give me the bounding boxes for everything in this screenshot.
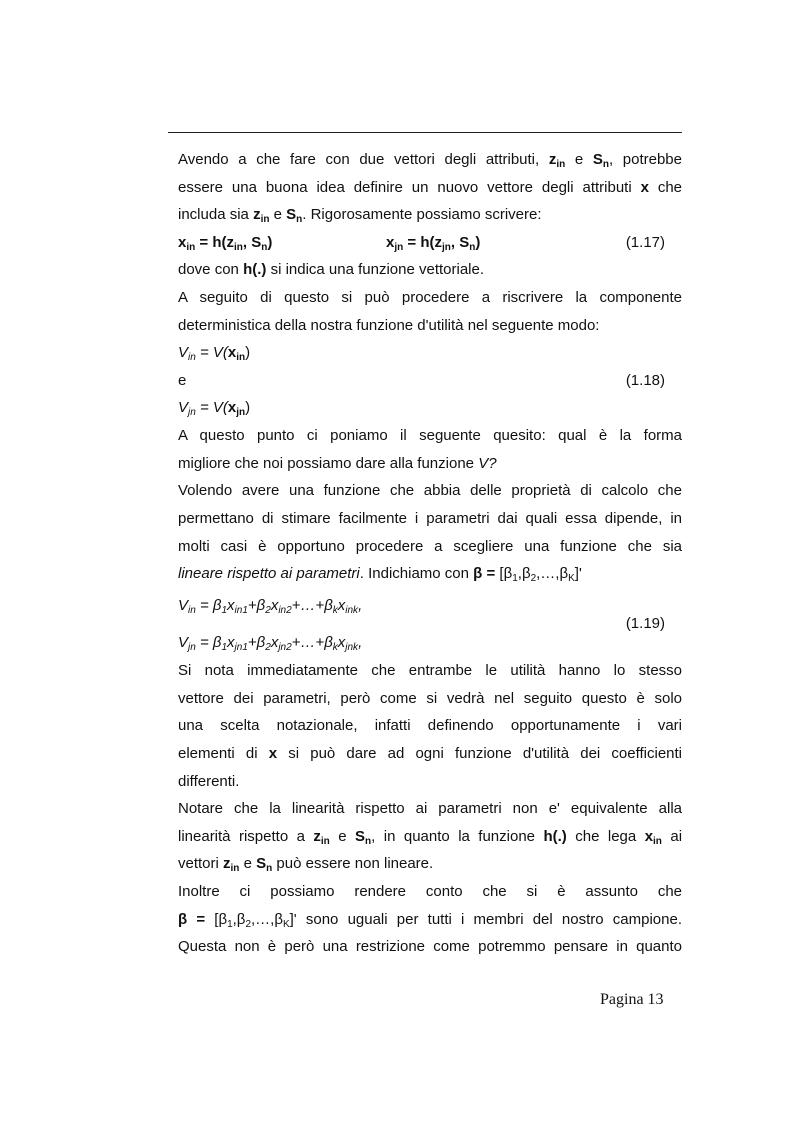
text-line: una scelta notazionale, infatti definendo opportunamente i vari — [178, 717, 682, 734]
equation-number: (1.18) — [625, 372, 665, 389]
text-line: Si nota immediatamente che entrambe le utilità hanno lo stesso — [178, 662, 682, 679]
equation-1-17: $x_{in} = h(z_{in}$, $S_n$) $x_{jn} = h(z_{jn}$, $S_n$) (1.17) — [178, 234, 665, 253]
text-line: Inoltre ci possiamo rendere conto che si è assunto che — [178, 883, 682, 900]
equation-vjn-linear: $V_{jn}$ = $\beta_1x_{jn1}+\beta_2x_{jn2}+\dots+\beta_kx_{jnk}$, — [178, 634, 363, 653]
text-line: vettore dei parametri, però come si vedrà nel seguito questo è solo — [178, 690, 682, 707]
equation-vjn: $V_{jn} = V(x_{jn})$ — [178, 399, 251, 418]
text-line: migliore che noi possiamo dare alla funzione V? — [178, 455, 497, 472]
text-line: Questa non è però una restrizione come potremmo pensare in quanto — [178, 938, 682, 955]
text-line: deterministica della nostra funzione d'utilità nel seguente modo: — [178, 317, 600, 334]
text-line: lineare rispetto ai parametri. Indichiamo con $\beta = [\beta_1,\beta_2,\dots,\beta_K]'$ — [178, 565, 582, 584]
text-line: differenti. — [178, 773, 240, 790]
text-line: permettano di stimare facilmente i parametri dai quali essa dipende, in — [178, 510, 682, 527]
text-line: vettori $z_{in}$ e $S_n$ può essere non lineare. — [178, 855, 434, 874]
equation-vin: $V_{in} = V(x_{in})$ — [178, 344, 251, 363]
text-line: essere una buona idea definire un nuovo vettore degli attributi x che — [178, 179, 683, 196]
text-line: A questo punto ci poniamo il seguente quesito: qual è la forma — [178, 427, 682, 444]
text-line: Volendo avere una funzione che abbia delle proprietà di calcolo che — [178, 482, 682, 499]
text-line: molti casi è opportuno procedere a scegliere una funzione che sia — [178, 538, 682, 555]
text-line: includa sia $z_{in}$ e $S_n$. Rigorosamente possiamo scrivere: — [178, 206, 542, 225]
equation-number: (1.17) — [625, 234, 665, 251]
text-line: Avendo a che fare con due vettori degli attributi, $z_{in}$ e $S_n$, potrebbe — [178, 151, 682, 170]
text-line: Notare che la linearità rispetto ai parametri non e' equivalente alla — [178, 800, 682, 817]
page-number: Pagina 13 — [600, 991, 664, 1008]
equation-number: (1.19) — [625, 615, 665, 632]
text-line: elementi di x si può dare ad ogni funzione d'utilità dei coefficienti — [178, 745, 683, 762]
equation-vin-linear: $V_{in}$ = $\beta_1x_{in1}+\beta_2x_{in2}+\dots+\beta_kx_{ink}$, — [178, 597, 363, 616]
text-line: A seguito di questo si può procedere a riscrivere la componente — [178, 289, 682, 306]
text-line: dove con h(.) si indica una funzione vettoriale. — [178, 261, 485, 278]
text-line: $\beta = [\beta_1,\beta_2,\dots,\beta_K]'$ sono uguali per tutti i membri del nostro campione. — [178, 911, 682, 930]
header-rule — [168, 132, 682, 133]
text-line: e (1.18) — [178, 372, 665, 389]
text-line: linearità rispetto a $z_{in}$ e $S_n$, in quanto la funzione h(.) che lega $x_{in}$ ai — [178, 828, 683, 847]
